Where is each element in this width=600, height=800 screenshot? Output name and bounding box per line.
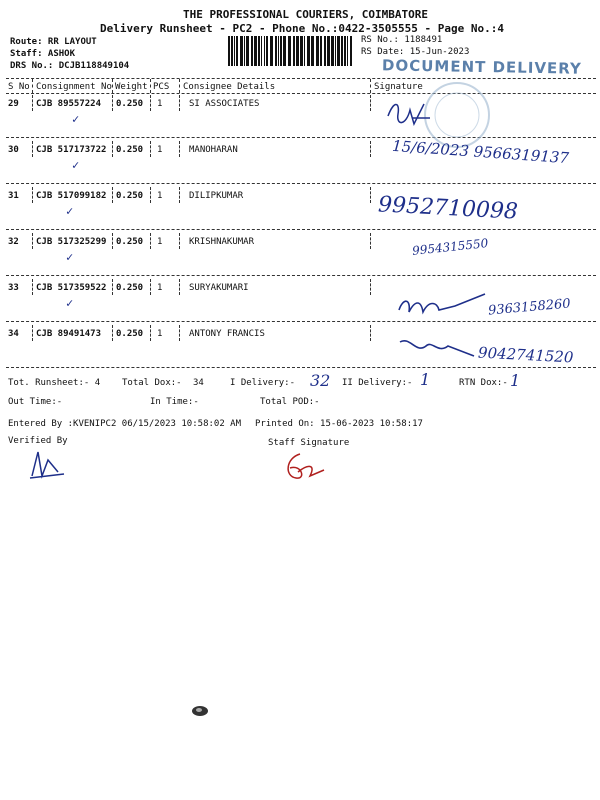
check-mark-icon: ✓ (66, 250, 74, 264)
in-time-label: In Time:- (150, 397, 199, 407)
ii-delivery-value: 1 (420, 370, 431, 389)
barcode-bar (264, 36, 265, 66)
barcode-bar (258, 36, 260, 66)
column-separator (32, 279, 33, 295)
row-weight: 0.250 (116, 145, 144, 155)
barcode-bar (311, 36, 314, 66)
col-sno-header: S No (8, 82, 30, 92)
row-sno: 30 (8, 145, 19, 155)
row-separator (6, 229, 596, 230)
row-pcs: 1 (157, 145, 163, 155)
total-dox-value: 34 (193, 378, 204, 388)
barcode-bar (341, 36, 343, 66)
check-mark-icon: ✓ (72, 158, 80, 172)
total-pod-label: Total POD:- (260, 397, 320, 407)
barcode-bar (251, 36, 253, 66)
column-separator (179, 187, 180, 203)
row-pcs: 1 (157, 329, 163, 339)
total-dox-label: Total Dox:- (122, 378, 182, 388)
col-consignment-header: Consignment No (36, 82, 112, 92)
column-separator (370, 187, 371, 203)
row-consignment-no: CJB 517325299 (36, 237, 107, 247)
column-separator (370, 279, 371, 295)
rtn-dox-label: RTN Dox:- (459, 378, 508, 388)
row-weight: 0.250 (116, 191, 144, 201)
barcode-bar (324, 36, 326, 66)
barcode-bar (278, 36, 279, 66)
signature-row-33: 9363158260 (487, 296, 572, 319)
barcode-bar (316, 36, 319, 66)
column-separator (32, 233, 33, 249)
company-title: THE PROFESSIONAL COURIERS, COIMBATORE (183, 8, 429, 21)
row-weight: 0.250 (116, 283, 144, 293)
signature-scribble-image (384, 96, 444, 136)
column-separator (370, 95, 371, 111)
rs-number: RS No.: 1188491 (361, 35, 443, 45)
row-sno: 29 (8, 99, 19, 109)
barcode-bar (244, 36, 245, 66)
barcode-bar (236, 36, 238, 66)
row-consignee: KRISHNAKUMAR (189, 237, 255, 247)
row-weight: 0.250 (116, 237, 144, 247)
barcode-image (228, 36, 354, 66)
row-consignment-no: CJB 89491473 (36, 329, 102, 339)
barcode-bar (283, 36, 286, 66)
row-consignment-no: CJB 517099182 (36, 191, 107, 201)
staff-signature-image (280, 450, 328, 486)
signature-row-30: 15/6/2023 9566319137 (391, 136, 570, 168)
column-separator (32, 325, 33, 341)
document-delivery-stamp: DOCUMENT DELIVERY (381, 56, 583, 78)
row-consignee: SI ASSOCIATES (189, 99, 260, 109)
row-separator (6, 183, 596, 184)
row-pcs: 1 (157, 191, 163, 201)
column-separator (112, 279, 113, 295)
column-separator (370, 233, 371, 249)
row-sno: 34 (8, 329, 19, 339)
row-consignment-no: CJB 517173722 (36, 145, 107, 155)
row-sno: 32 (8, 237, 19, 247)
ink-blot-image (190, 703, 212, 719)
check-mark-icon: ✓ (66, 296, 74, 310)
column-separator (112, 325, 113, 341)
verified-by-label: Verified By (8, 436, 68, 446)
col-consignee-header: Consignee Details (183, 82, 276, 92)
route-label: Route: RR LAYOUT (10, 37, 97, 47)
column-separator (32, 95, 33, 111)
column-separator (112, 141, 113, 157)
barcode-bar (231, 36, 233, 66)
staff-label: Staff: ASHOK (10, 49, 76, 59)
column-separator (179, 141, 180, 157)
barcode-bar (228, 36, 230, 66)
col-signature-header: Signature (374, 82, 423, 92)
row-separator (6, 367, 596, 368)
column-separator (32, 141, 33, 157)
barcode-bar (240, 36, 243, 66)
barcode-bar (261, 36, 262, 66)
column-separator (112, 187, 113, 203)
signature-row-34: 9042741520 (477, 343, 574, 367)
barcode-bar (327, 36, 330, 66)
column-separator (150, 233, 151, 249)
column-separator (150, 325, 151, 341)
column-separator (370, 141, 371, 157)
verified-signature-image (28, 446, 68, 482)
signature-scribble-image (398, 334, 478, 364)
barcode-bar (288, 36, 291, 66)
row-separator (6, 321, 596, 322)
row-weight: 0.250 (116, 99, 144, 109)
col-weight-header: Weight (115, 82, 148, 92)
column-separator (150, 141, 151, 157)
barcode-bar (337, 36, 340, 66)
signature-scribble-image (395, 290, 490, 330)
row-pcs: 1 (157, 99, 163, 109)
row-consignee: DILIPKUMAR (189, 191, 244, 201)
drs-number: DRS No.: DCJB118849104 (10, 61, 130, 71)
ii-delivery-label: II Delivery:- (342, 378, 413, 388)
printed-on: Printed On: 15-06-2023 10:58:17 (255, 419, 423, 429)
barcode-bar (280, 36, 282, 66)
column-separator (179, 95, 180, 111)
column-separator (32, 187, 33, 203)
i-delivery-value: 32 (310, 371, 331, 390)
row-consignment-no: CJB 89557224 (36, 99, 102, 109)
signature-row-31: 9952710098 (377, 192, 519, 225)
barcode-bar (234, 36, 235, 66)
column-separator (150, 279, 151, 295)
barcode-bar (347, 36, 348, 66)
runsheet-subtitle: Delivery Runsheet - PC2 - Phone No.:0422-3505555 - Page No.:4 (100, 22, 504, 35)
barcode-bar (344, 36, 346, 66)
column-separator (179, 279, 180, 295)
row-separator (6, 275, 596, 276)
col-pcs-header: PCS (153, 82, 170, 92)
row-pcs: 1 (157, 237, 163, 247)
staff-signature-label: Staff Signature (268, 438, 350, 448)
column-separator (150, 95, 151, 111)
barcode-bar (331, 36, 334, 66)
barcode-bar (275, 36, 277, 66)
barcode-bar (320, 36, 322, 66)
row-pcs: 1 (157, 283, 163, 293)
barcode-bar (296, 36, 299, 66)
row-sno: 33 (8, 283, 19, 293)
entered-by: Entered By :KVENIPC2 06/15/2023 10:58:02 AM (8, 419, 241, 429)
column-separator (179, 233, 180, 249)
column-separator (179, 325, 180, 341)
barcode-bar (266, 36, 268, 66)
barcode-bar (307, 36, 310, 66)
barcode-bar (304, 36, 305, 66)
out-time-label: Out Time:- (8, 397, 63, 407)
column-separator (370, 325, 371, 341)
check-mark-icon: ✓ (72, 112, 80, 126)
row-consignment-no: CJB 517359522 (36, 283, 107, 293)
column-separator (112, 95, 113, 111)
barcode-bar (335, 36, 336, 66)
table-header-rule (6, 93, 596, 94)
column-separator (112, 233, 113, 249)
row-consignee: MANOHARAN (189, 145, 238, 155)
row-weight: 0.250 (116, 329, 144, 339)
column-separator (150, 187, 151, 203)
row-consignee: ANTONY FRANCIS (189, 329, 265, 339)
barcode-bar (270, 36, 273, 66)
i-delivery-label: I Delivery:- (230, 378, 296, 388)
rtn-dox-value: 1 (510, 371, 521, 390)
barcode-bar (254, 36, 257, 66)
row-consignee: SURYAKUMARI (189, 283, 249, 293)
row-separator (6, 137, 596, 138)
table-top-rule (6, 78, 596, 79)
barcode-bar (246, 36, 249, 66)
barcode-bar (350, 36, 352, 66)
barcode-bar (300, 36, 303, 66)
barcode-bar (293, 36, 295, 66)
row-sno: 31 (8, 191, 19, 201)
rs-date: RS Date: 15-Jun-2023 (361, 47, 470, 57)
check-mark-icon: ✓ (66, 204, 74, 218)
total-runsheet: Tot. Runsheet:- 4 (8, 378, 101, 388)
signature-row-32: 9954315550 (411, 236, 489, 258)
